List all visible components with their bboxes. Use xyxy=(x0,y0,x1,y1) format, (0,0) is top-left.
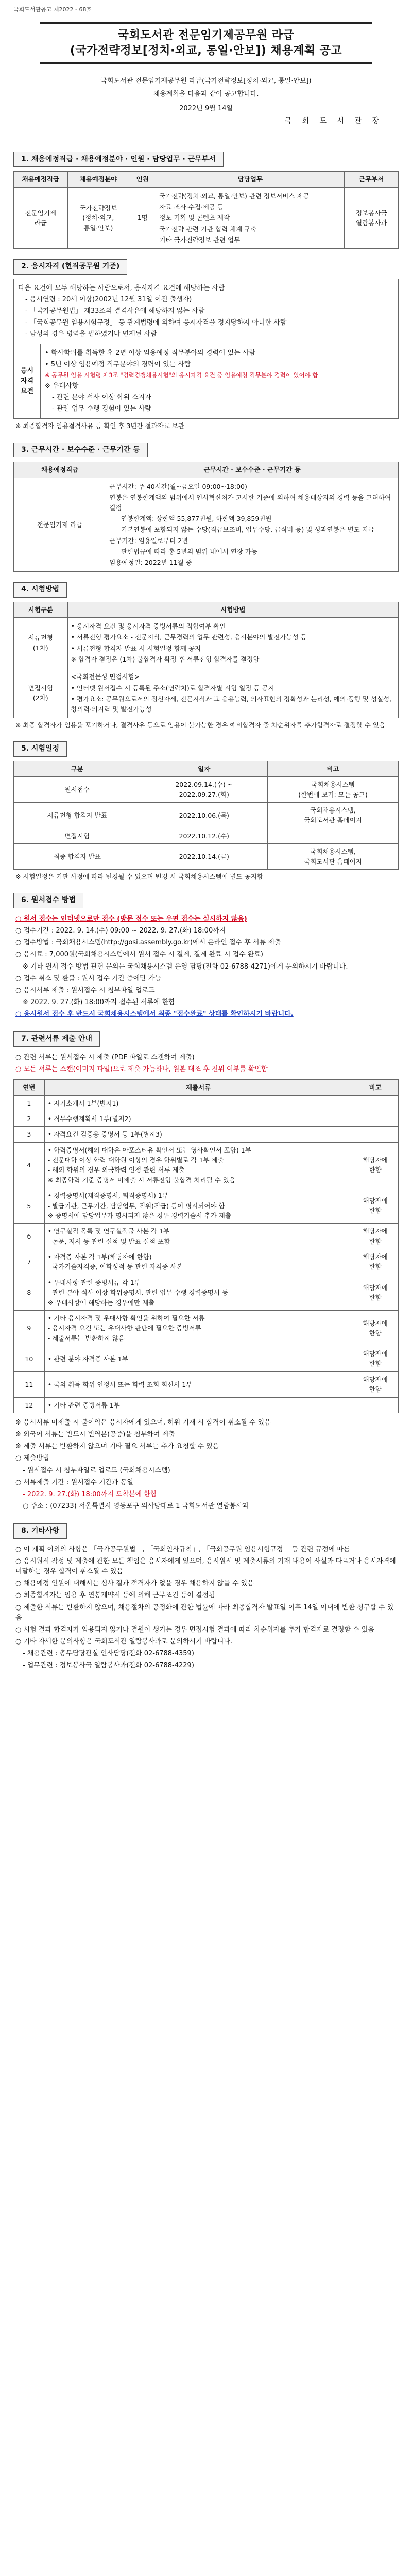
s8-line: ○ 기타 자세한 문의사항은 국회도서관 열람봉사과로 문의하시기 바랍니다. xyxy=(15,1637,233,1646)
s7-note-line: - 2022. 9. 27.(화) 18:00까지 도착분에 한함 xyxy=(23,1490,157,1498)
s5-date: 2022.10.14.(금) xyxy=(141,844,268,870)
qual-line: - 응시연령 : 20세 이상(2002년 12월 31일 이전 출생자) xyxy=(25,296,192,304)
section-3-table xyxy=(13,462,399,571)
qual-line: 다음 요건에 모두 해당하는 사람으로서, 응시자격 요건에 해당하는 사람 xyxy=(18,284,225,293)
s8-line: ○ 최종합격자는 임용 후 연봉계약서 등에 의해 근무조건 등이 결정됨 xyxy=(15,1591,215,1600)
s1-header: 채용예정직급 xyxy=(14,172,68,187)
s5-date: 2022.10.06.(목) xyxy=(141,803,268,828)
s5-note xyxy=(268,828,399,843)
title-line-2: (국가전략정보[정치·외교, 통일·안보]) 채용계획 공고 xyxy=(70,44,342,57)
qual-line: ※ 우대사항 xyxy=(45,382,79,390)
s3-line: 임용예정일: 2022년 11월 중 xyxy=(109,558,192,567)
section-5-title: 5. 시험일정 xyxy=(13,741,67,757)
s1-dept: 정보봉사국 열람봉사과 xyxy=(345,187,399,249)
gazette-number: 국회도서관공고 제2022 - 68호 xyxy=(13,6,92,13)
s7-notes xyxy=(13,1418,399,1512)
s1-header: 담당업무 xyxy=(156,172,345,187)
s7-no: 6 xyxy=(14,1224,45,1249)
s5-header: 비고 xyxy=(268,761,399,776)
s6-line: ※ 2022. 9. 27.(화) 18:00까지 접수된 서류에 한함 xyxy=(23,998,175,1006)
s7-note: 해당자에 한함 xyxy=(352,1310,399,1346)
section-7-title: 7. 관련서류 제출 안내 xyxy=(13,1031,100,1047)
qual-line: - 「국회공무원 임용시험규정」 등 관계법령에 의하여 응시자격을 정지당하지 아니한 사람 xyxy=(25,318,287,327)
s4-body xyxy=(67,617,398,668)
s4-note: ※ 최종 합격자가 임용을 포기하거나, 결격사유 등으로 임용이 불가능한 경우 예비합격자 중 차순위자를 추가합격자로 결정할 수 있음 xyxy=(15,721,385,729)
s7-doc: • 자격요건 검증용 증명서 등 1부(별지3) xyxy=(44,1127,352,1142)
s8-line: - 채용관련 : 총무담당관실 인사담당(전화 02-6788-4359) xyxy=(23,1650,194,1658)
intro-line-2: 채용계획을 다음과 같이 공고합니다. xyxy=(153,90,259,98)
s7-doc: • 관련 분야 자격증 사본 1부 xyxy=(44,1346,352,1372)
s5-header: 일자 xyxy=(141,761,268,776)
s6-line: ○ 접수방법 : 국회채용시스템(http://gosi.assembly.go.kr)에서 온라인 접수 후 서류 제출 xyxy=(15,939,281,947)
qual-line: ※ 공무원 임용 시험령 제3조 "경력경쟁채용시험"의 응시자격 요건 중 임용예정 직무분야 경력이 있어야 함 xyxy=(45,371,318,379)
qual-line: - 남성의 경우 병역을 필하였거나 면제된 사람 xyxy=(25,330,157,338)
s8-line: ○ 이 계획 이외의 사항은 「국가공무원법」, 「국회인사규칙」, 「국회공무원 임용시험규정」 등 관련 규정에 따름 xyxy=(15,1545,350,1553)
s7-lead: ○ 모든 서류는 스캔(이미지 파일)으로 제출 가능하나, 원본 대조 후 진위 여부를 확인함 xyxy=(15,1065,268,1074)
s5-name: 원서접수 xyxy=(14,777,141,803)
s7-note: 해당자에 한함 xyxy=(352,1188,399,1224)
s7-no: 9 xyxy=(14,1310,45,1346)
s4-line: • 응시자격 요건 및 응시자격 증빙서류의 적합여부 확인 xyxy=(71,622,226,630)
title-line-1: 국회도서관 전문임기제공무원 라급 xyxy=(117,29,295,42)
section-8-body xyxy=(13,1545,399,1671)
s6-line: ※ 기타 원서 접수 방법 관련 문의는 국회채용시스템 운영 담당(전화 02-6788-4271)에게 문의하시기 바랍니다. xyxy=(23,962,348,971)
s3-line: 근무시간: 주 40시간(월~금요일 09:00~18:00) xyxy=(109,482,247,490)
s2-note: ※ 최종합격자 임용결격사유 등 확인 후 3년간 결과자료 보관 xyxy=(15,422,184,430)
s4-stage: 면접시험 (2차) xyxy=(14,668,68,718)
s5-note: 국회채용시스템 (한번에 보기: 모든 공고) xyxy=(268,777,399,803)
s4-stage: 서류전형 (1차) xyxy=(14,617,68,668)
s6-line: ○ 응시서류 제출 : 원서접수 시 첨부파일 업로드 xyxy=(15,986,155,994)
s7-note xyxy=(352,1111,399,1126)
s7-note-line: ○ 제출방법 xyxy=(15,1454,49,1463)
s7-doc: • 자격증 사본 각 1부(해당자에 한함) - 국가기술자격증, 어학성적 등 관련 자격증 사본 xyxy=(44,1249,352,1275)
s3-line: - 기본연봉에 포함되지 않는 수당(직급보조비, 업무수당, 급식비 등) 및 성과연봉은 별도 지급 xyxy=(116,526,374,534)
s5-header: 구분 xyxy=(14,761,141,776)
s7-no: 10 xyxy=(14,1346,45,1372)
section-7-table xyxy=(13,1079,399,1413)
qual-line: - 관련 업무 수행 경험이 있는 사람 xyxy=(52,405,151,413)
s7-lead: ○ 관련 서류는 원서접수 시 제출 (PDF 파일로 스캔하여 제출) xyxy=(15,1053,195,1061)
s5-name: 최종 합격자 발표 xyxy=(14,844,141,870)
s1-count: 1명 xyxy=(129,187,156,249)
s5-date: 2022.10.12.(수) xyxy=(141,828,268,843)
s3-line: 연봉은 연봉한계액의 범위에서 인사혁신처가 고시한 기준에 의하여 채용대상자의 경력 등을 고려하여 결정 xyxy=(109,494,391,512)
s7-note-line: ○ 주소 : (07233) 서울특별시 영등포구 의사당대로 1 국회도서관 열람봉사과 xyxy=(23,1502,249,1510)
s7-no: 2 xyxy=(14,1111,45,1126)
s4-line: • 인터넷 원서접수 시 등록된 주소(연락처)로 합격자별 시험 일정 등 공지 xyxy=(71,684,274,692)
s7-no: 12 xyxy=(14,1397,45,1413)
s1-duties xyxy=(156,187,345,249)
s7-doc: • 기타 관련 증빙서류 1부 xyxy=(44,1397,352,1413)
s8-line: ○ 제출한 서류는 반환하지 않으며, 채용절차의 공정화에 관한 법률에 따라 최종합격자 발표일 이후 14일 이내에 반환 청구할 수 있음 xyxy=(15,1603,394,1622)
s3-grade: 전문임기제 라급 xyxy=(14,478,106,571)
s4-header: 시험구분 xyxy=(14,602,68,617)
section-4-title: 4. 시험방법 xyxy=(13,582,67,598)
s7-note: 해당자에 한함 xyxy=(352,1224,399,1249)
s7-note-line: ○ 서류제출 기간 : 원서접수 기간과 동일 xyxy=(15,1478,133,1486)
s7-no: 7 xyxy=(14,1249,45,1275)
s7-note xyxy=(352,1397,399,1413)
s5-note: 국회채용시스템, 국회도서관 홈페이지 xyxy=(268,844,399,870)
s7-no: 11 xyxy=(14,1371,45,1397)
s1-header: 채용예정분야 xyxy=(67,172,129,187)
intro-line-1: 국회도서관 전문임기제공무원 라급(국가전략정보[정치·외교, 통일·안보]) xyxy=(100,77,312,86)
s1-duty: 국가전략 관련 기관 협력 체계 구축 xyxy=(159,225,257,233)
section-6-body xyxy=(13,914,399,1020)
s7-doc: • 학력증명서(해외 대학은 아포스티유 확인서 또는 영사확인서 포함) 1부 - 전문대학 이상 학력 대학원 이상의 경우 학위별로 각 1부 제출 - 해외 학위의 경우 외국학력 인정 관련 서류 제출 ※ 최종학력 기준 증명서 미제출 시 서류전형 불합격 처리될 수 있음 xyxy=(44,1142,352,1188)
s4-line: • 평가요소: 공무원으로서의 정신자세, 전문지식과 그 응용능력, 의사표현의 정확성과 논리성, 예의·품행 및 성실성, 창의력·의지력 및 발전가능성 xyxy=(71,695,392,713)
s3-line: - 연봉한계액: 상한액 55,877천원, 하한액 39,859천원 xyxy=(116,514,272,522)
s7-note: 해당자에 한함 xyxy=(352,1275,399,1310)
title-box xyxy=(40,22,371,64)
s7-no: 5 xyxy=(14,1188,45,1224)
s7-note: 해당자에 한함 xyxy=(352,1371,399,1397)
s8-line: ○ 시험 결과 합격자가 임용되지 않거나 결원이 생기는 경우 면접시험 결과에 따라 차순위자를 추가 합격자로 결정할 수 있음 xyxy=(15,1625,374,1634)
s5-name: 서류전형 합격자 발표 xyxy=(14,803,141,828)
section-2-title: 2. 응시자격 (현직공무원 기준) xyxy=(13,259,127,275)
s7-header: 제출서류 xyxy=(44,1080,352,1095)
section-8-title: 8. 기타사항 xyxy=(13,1523,67,1539)
s6-line: ○ 접수기간 : 2022. 9. 14.(수) 09:00 ~ 2022. 9. 27.(화) 18:00까지 xyxy=(15,927,226,935)
s3-line: 근무기간: 임용일로부터 2년 xyxy=(109,536,188,545)
s7-doc: • 경력증명서(재직증명서, 퇴직증명서) 1부 - 발급기관, 근무기간, 담당업무, 직위(직급) 등이 명시되어야 함 ※ 증명서에 담당업무가 명시되지 않은 경우 경력기술서 추가 제출 xyxy=(44,1188,352,1224)
s7-no: 8 xyxy=(14,1275,45,1310)
s7-doc: • 연구실적 목록 및 연구실적물 사본 각 1부 - 논문, 저서 등 관련 실적 및 발표 실적 포함 xyxy=(44,1224,352,1249)
section-6-title: 6. 원서접수 방법 xyxy=(13,893,83,908)
qualification-box xyxy=(13,279,399,419)
qual-line: • 5년 이상 임용예정 직무분야의 경력이 있는 사람 xyxy=(45,361,191,368)
s8-line: - 업무관련 : 정보봉사국 열람봉사과(전화 02-6788-4229) xyxy=(23,1662,194,1670)
s6-line: ○ 접수 취소 및 환불 : 원서 접수 기간 중에만 가능 xyxy=(15,974,162,982)
s1-duty: 기타 국가전략정보 관련 업무 xyxy=(159,236,241,244)
s7-note: 해당자에 한함 xyxy=(352,1142,399,1188)
qual-line: - 관련 분야 석사 이상 학위 소지자 xyxy=(52,394,151,402)
qual-line: • 학사학위를 취득한 후 2년 이상 임용예정 직무분야의 경력이 있는 사람 xyxy=(45,349,255,357)
s3-header: 근무시간 · 보수수준 · 근무기간 등 xyxy=(106,462,399,478)
s4-line: • 서류전형 합격자 발표 시 시험일정 함께 공지 xyxy=(71,644,201,652)
issuer: 국 회 도 서 관 장 xyxy=(284,116,383,125)
s7-doc: • 자기소개서 1부(별지1) xyxy=(44,1095,352,1111)
s1-grade: 전문임기제 라급 xyxy=(14,187,68,249)
s7-doc: • 기타 응시자격 및 우대사항 확인을 위하여 필요한 서류 - 응시자격 요건 또는 우대사항 판단에 필요한 증빙서류 - 제출서류는 반환하지 않음 xyxy=(44,1310,352,1346)
s1-duty: 국가전략(정치·외교, 통일·안보) 관련 정보서비스 제공 xyxy=(159,192,310,200)
s7-note-line: ※ 외국어 서류는 반드시 번역본(공증)을 첨부하여 제출 xyxy=(15,1431,175,1439)
s3-line: - 관련법규에 따라 총 5년의 범위 내에서 연장 가능 xyxy=(116,548,258,556)
s8-line: ○ 채용예정 인원에 대해서는 심사 결과 적격자가 없을 경우 채용하지 않을 수 있음 xyxy=(15,1580,254,1588)
s4-body xyxy=(67,668,398,718)
s3-body xyxy=(106,478,399,571)
qualification-common xyxy=(14,279,398,344)
s3-header: 채용예정직급 xyxy=(14,462,106,478)
s4-header: 시험방법 xyxy=(67,602,398,617)
s4-line: • 서류전형 평가요소 - 전문지식, 근무경력의 업무 관련성, 응시분야의 발전가능성 등 xyxy=(71,633,307,641)
qual-line: - 「국가공무원법」 제33조의 결격사유에 해당하지 않는 사람 xyxy=(25,307,205,315)
s7-no: 4 xyxy=(14,1142,45,1188)
s7-header: 연번 xyxy=(14,1080,45,1095)
s7-note-line: ※ 응시서류 미제출 시 불이익은 응시자에게 있으며, 허위 기재 시 합격이 취소될 수 있음 xyxy=(15,1418,271,1427)
qualification-row xyxy=(14,344,398,419)
announcement-date: 2022년 9월 14일 xyxy=(179,104,233,112)
qual-label: 응시 자격 요건 xyxy=(14,344,41,419)
section-4-table xyxy=(13,602,399,718)
s7-no: 3 xyxy=(14,1127,45,1142)
s7-doc: • 우대사항 관련 증빙서류 각 1부 - 관련 분야 석사 이상 학위증명서, 관련 업무 수행 경력증명서 등 ※ 우대사항에 해당하는 경우에만 제출 xyxy=(44,1275,352,1310)
s8-line: ○ 응시원서 작성 및 제출에 관한 모든 책임은 응시자에게 있으며, 응시원서 및 제출서류의 기재 내용이 사실과 다르거나 응시자격에 미달하는 경우 합격이 취소될 수 있음 xyxy=(15,1557,396,1576)
s1-field: 국가전략정보 (정치·외교, 통일·안보) xyxy=(67,187,129,249)
s7-note-line: - 원서접수 시 첨부파일로 업로드 (국회채용시스템) xyxy=(23,1466,170,1475)
s1-duty: 정보 기획 및 콘텐츠 제작 xyxy=(159,214,230,222)
s7-note xyxy=(352,1095,399,1111)
s7-doc: • 직무수행계획서 1부(별지2) xyxy=(44,1111,352,1126)
qual-body xyxy=(41,344,398,419)
s7-header: 비고 xyxy=(352,1080,399,1095)
s7-note-line: ※ 제출 서류는 반환하지 않으며 기타 필요 서류는 추가 요청할 수 있음 xyxy=(15,1443,219,1451)
s1-header: 인원 xyxy=(129,172,156,187)
s6-line: ○ 응시료 : 7,000원(국회채용시스템에서 원서 접수 시 결제, 결제 완료 시 접수 완료) xyxy=(15,951,263,959)
s6-line: ○ 응시원서 접수 후 반드시 국회채용시스템에서 최종 "접수완료" 상태를 확인하시기 바랍니다. xyxy=(15,1010,294,1019)
s6-line: ○ 원서 접수는 인터넷으로만 접수 (방문 접수 또는 우편 접수는 실시하지 않음) xyxy=(15,915,247,923)
s5-date: 2022.09.14.(수) ~ 2022.09.27.(화) xyxy=(141,777,268,803)
s7-no: 1 xyxy=(14,1095,45,1111)
s5-footnote: ※ 시험일정은 기관 사정에 따라 변경될 수 있으며 변경 시 국회채용시스템에 별도 공지함 xyxy=(15,872,263,880)
s5-note: 국회채용시스템, 국회도서관 홈페이지 xyxy=(268,803,399,828)
s1-header: 근무부서 xyxy=(345,172,399,187)
s1-duty: 자료 조사·수집·제공 등 xyxy=(159,202,224,211)
s7-doc: • 국외 취득 학위 인정서 또는 학력 조회 회신서 1부 xyxy=(44,1371,352,1397)
section-1-table xyxy=(13,171,399,249)
s7-note: 해당자에 한함 xyxy=(352,1346,399,1372)
s4-line: <국회전문성 면접시험> xyxy=(71,673,140,681)
section-5-table xyxy=(13,761,399,870)
s7-note: 해당자에 한함 xyxy=(352,1249,399,1275)
s7-note xyxy=(352,1127,399,1142)
s4-line: ※ 합격자 결정은 (1차) 불합격자 확정 후 서류전형 합격자를 결정함 xyxy=(71,655,260,663)
section-3-title: 3. 근무시간 · 보수수준 · 근무기간 등 xyxy=(13,443,148,458)
s5-name: 면접시험 xyxy=(14,828,141,843)
section-1-title: 1. 채용예정직급 · 채용예정분야 · 인원 · 담당업무 · 근무부서 xyxy=(13,152,224,167)
